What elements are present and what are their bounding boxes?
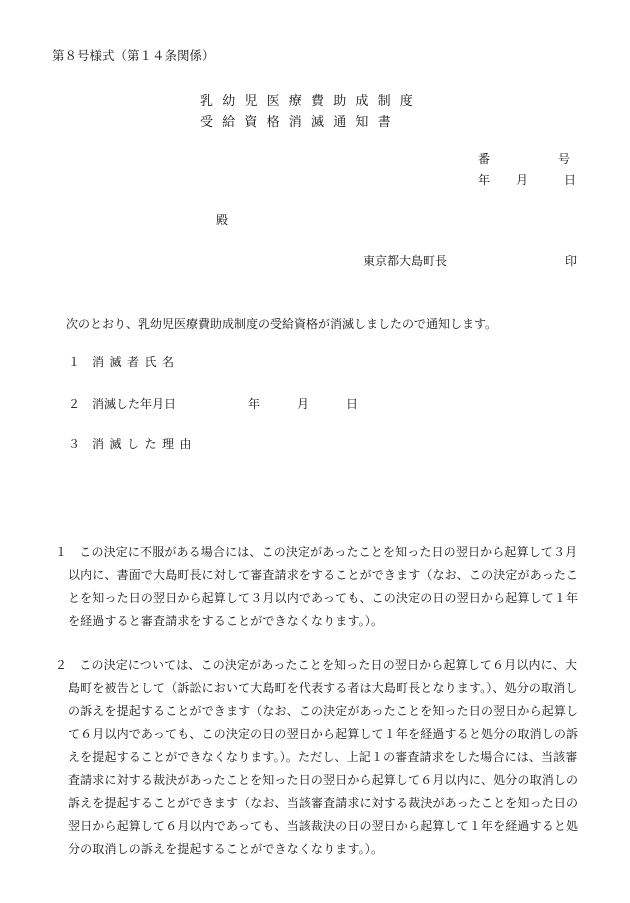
issue-date-day: 日 bbox=[564, 173, 577, 187]
issue-date-field bbox=[478, 171, 576, 188]
note-review-request bbox=[55, 541, 585, 633]
note-lawsuit bbox=[55, 654, 585, 861]
document-title-line2: 受給資格消滅通知書 bbox=[200, 115, 400, 130]
item-deceased-name bbox=[68, 353, 180, 370]
extinction-date-month: 月 bbox=[296, 397, 309, 411]
item-label: 消滅者氏名 bbox=[92, 355, 180, 369]
number-label-left: 番 bbox=[478, 152, 491, 166]
form-number: 第８号様式（第１４条関係） bbox=[52, 48, 215, 63]
number-label-right: 号 bbox=[557, 152, 570, 166]
issuer-name: 東京都大島町長 bbox=[363, 254, 448, 268]
note-text: １ この決定に不服がある場合には、この決定があったことを知った日の翌日から起算して３月以内に、書面で大島町長に対して審査請求をすることができます（なお、この決定があったことを知った日の翌日から起算して３月以内であっても、この決定の日の翌日から起算して１年を経過すると審査請求をすることができなくなります。）。 bbox=[55, 545, 579, 628]
intro-text: 次のとおり、乳幼児医療費助成制度の受給資格が消滅しましたので通知します。 bbox=[66, 317, 498, 331]
item-number: ２ bbox=[68, 397, 81, 411]
issue-date-year: 年 bbox=[478, 173, 491, 187]
item-label: 消滅した年月日 bbox=[92, 397, 177, 411]
item-extinction-date bbox=[68, 395, 358, 412]
document-number-field bbox=[478, 150, 570, 167]
item-extinction-reason bbox=[68, 435, 197, 452]
extinction-date-day: 日 bbox=[345, 397, 358, 411]
item-number: １ bbox=[68, 355, 81, 369]
document-title-line1: 乳幼児医療費助成制度 bbox=[200, 94, 423, 109]
item-label: 消滅した理由 bbox=[92, 437, 198, 451]
extinction-date-year: 年 bbox=[248, 397, 261, 411]
extinction-date-fields bbox=[248, 395, 358, 412]
seal-mark: 印 bbox=[565, 254, 578, 268]
issue-date-month: 月 bbox=[516, 173, 529, 187]
item-number: ３ bbox=[68, 437, 81, 451]
note-text: ２ この決定については、この決定があったことを知った日の翌日から起算して６月以内に、大島町を被告として（訴訟において大島町を代表する者は大島町長となります。）、処分の取消しの訴えを提起することができます（なお、この決定があったことを知った日の翌日から起算して６月以内であっても、この決定の日の翌日から起算して１年を経過すると処分の取消しの訴えを提起することができなくなります。）。ただし、上記１の審査請求をした場合には、当該審査請求に対する裁決があったことを知った日の翌日から起算して６月以内に、処分の取消しの訴えを提起することができます（なお、当該審査請求に対する裁決があったことを知った日の翌日から起算して６月以内であっても、当該裁決の日の翌日から起算して１年を経過すると処分の取消しの訴えを提起することができなくなります。）。 bbox=[55, 658, 579, 856]
addressee-suffix: 殿 bbox=[216, 213, 229, 227]
